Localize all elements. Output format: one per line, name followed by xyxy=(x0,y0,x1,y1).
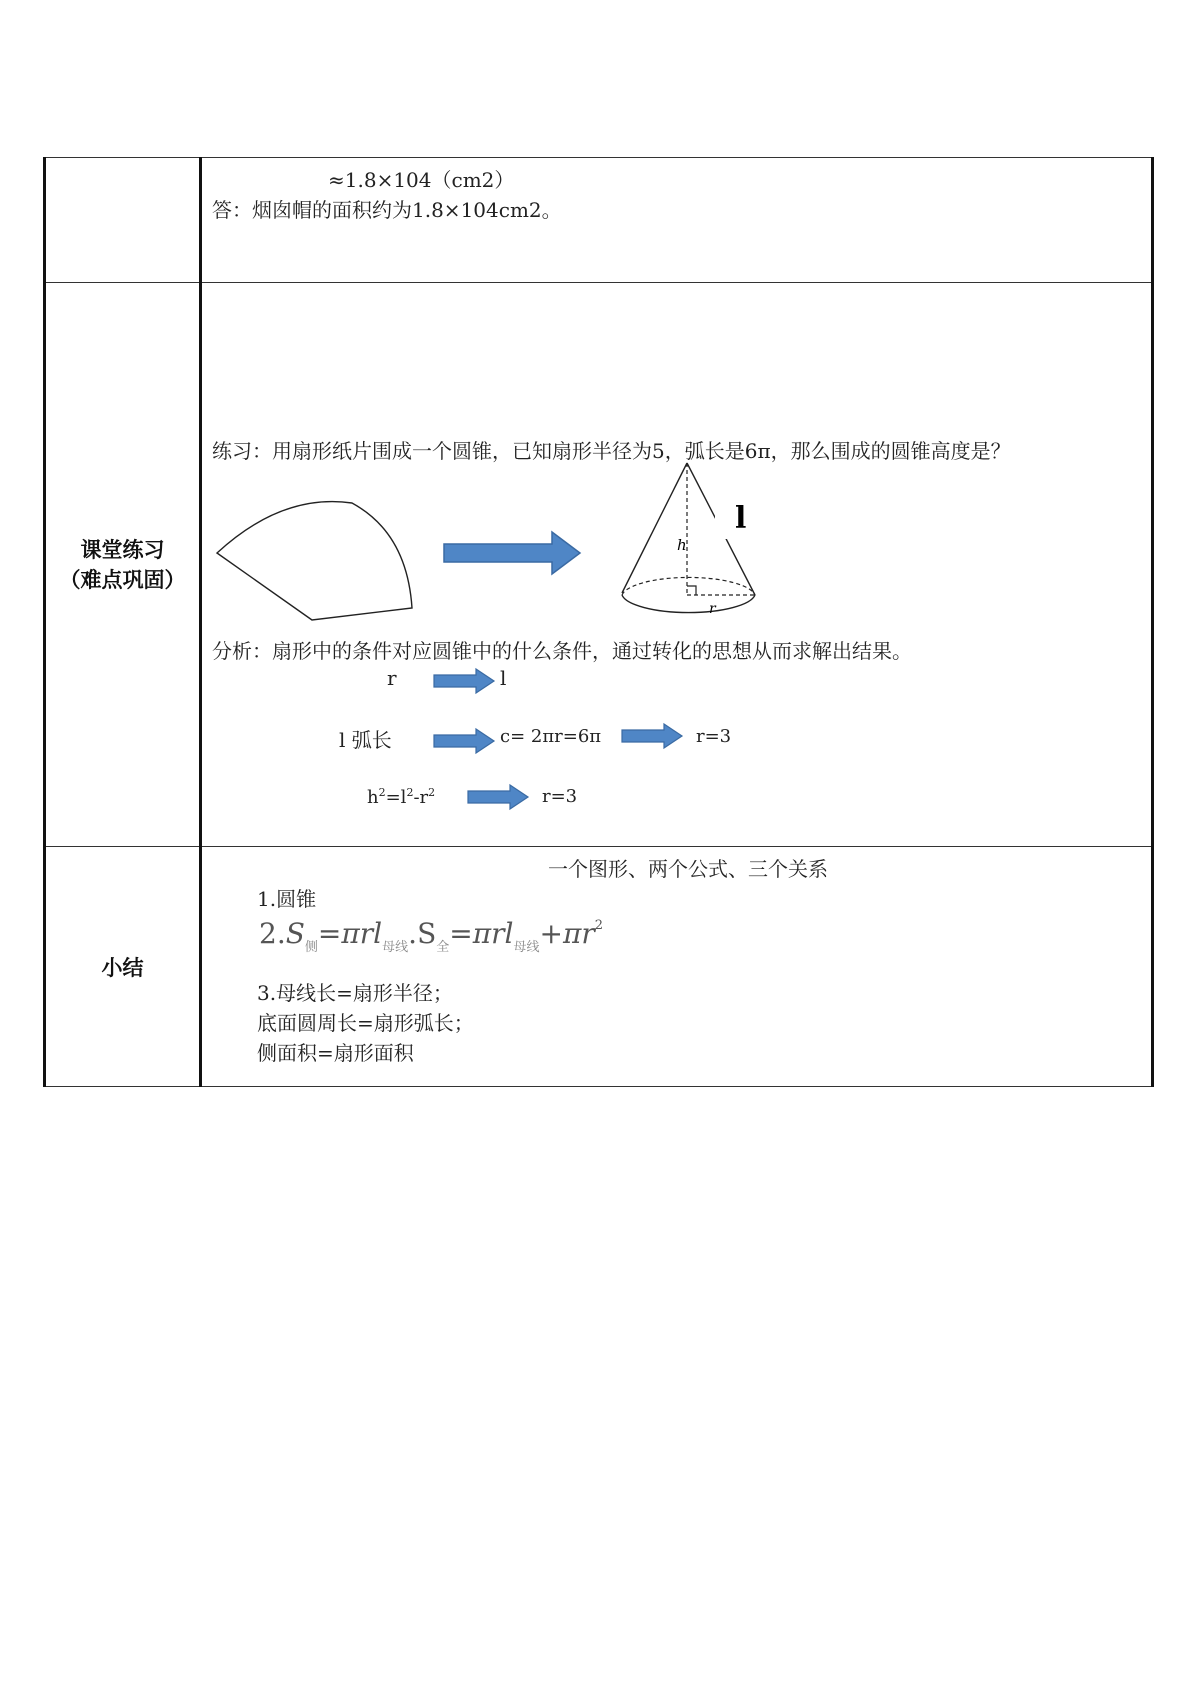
l-label-bg xyxy=(715,513,729,539)
summary-item3-line1: 3.母线长=扇形半径； xyxy=(257,981,453,1005)
table-row-practice xyxy=(45,283,1153,847)
map1-arrow-icon xyxy=(432,667,496,695)
map2-to: r=3 xyxy=(696,726,732,747)
cone-diagram xyxy=(617,458,777,633)
formula-sub-all: 全 xyxy=(436,940,450,955)
sector-diagram xyxy=(212,493,432,633)
formula-pir: πr xyxy=(562,917,595,950)
formula-pirl2: πrl xyxy=(472,917,514,950)
map1-to: l xyxy=(500,666,507,690)
analysis-text: 分析：扇形中的条件对应圆锥中的什么条件，通过转化的思想从而求解出结果。 xyxy=(212,639,912,663)
answer-cell xyxy=(201,158,1153,283)
summary-label: 小结 xyxy=(45,847,201,1087)
area-formula xyxy=(259,917,603,955)
map3-exp3: 2 xyxy=(428,786,436,799)
right-angle-mark xyxy=(687,586,696,595)
practice-label-line2: （难点巩固） xyxy=(59,567,186,592)
transform-arrow-icon xyxy=(442,528,582,578)
row-label-empty xyxy=(45,158,201,283)
table-row-summary xyxy=(45,847,1153,1087)
map3-exp1: 2 xyxy=(378,786,386,799)
summary-item3-line3: 侧面积=扇形面积 xyxy=(257,1041,414,1065)
formula-eq: = xyxy=(317,917,342,950)
cone-base-front xyxy=(622,595,755,613)
practice-label-line1: 课堂练习 xyxy=(80,537,165,562)
map2-from: l 弧长 xyxy=(339,728,392,752)
formula-sub-mu: 母线 xyxy=(382,940,409,955)
practice-label xyxy=(45,283,201,847)
map2-arrow1-icon xyxy=(432,727,496,755)
map3-minus: -r xyxy=(413,787,429,808)
formula-S: S xyxy=(285,917,305,950)
answer-text: 答：烟囱帽的面积约为1.8×104cm2。 xyxy=(212,198,562,222)
summary-item3-line2: 底面圆周长=扇形弧长； xyxy=(257,1011,474,1035)
formula-sep: . xyxy=(408,917,418,950)
map3-arrow-icon xyxy=(466,783,530,811)
summary-cell xyxy=(201,847,1153,1087)
cone-label-l: l xyxy=(735,501,747,536)
map3-h: h xyxy=(367,787,379,808)
map2-mid: c= 2πr=6π xyxy=(500,726,602,747)
summary-heading: 一个图形、两个公式、三个关系 xyxy=(548,857,828,881)
approx-result: ≈1.8×104（cm2） xyxy=(328,168,515,192)
cone-label-r: r xyxy=(709,601,716,617)
map3-formula xyxy=(367,786,435,808)
formula-plus: + xyxy=(539,917,563,950)
formula-sub-side: 侧 xyxy=(304,940,318,955)
formula-S2: S xyxy=(417,917,437,950)
map3-to: r=3 xyxy=(542,786,578,807)
map1-from: r xyxy=(387,666,397,690)
map2-arrow2-icon xyxy=(620,722,684,750)
formula-num: 2. xyxy=(259,917,286,950)
practice-cell xyxy=(201,283,1153,847)
formula-eq2: = xyxy=(449,917,473,950)
sector-shape xyxy=(217,502,412,620)
map3-exp2: 2 xyxy=(406,786,414,799)
map3-eq: =l xyxy=(385,787,407,808)
cone-left-edge xyxy=(622,463,687,593)
formula-sq: 2 xyxy=(594,918,604,933)
exercise-text: 练习：用扇形纸片围成一个圆锥，已知扇形半径为5，弧长是6π，那么围成的圆锥高度是？ xyxy=(212,439,1011,463)
formula-pirl: πrl xyxy=(341,917,383,950)
table-row-answer xyxy=(45,158,1153,283)
lesson-table xyxy=(43,157,1154,1087)
summary-item1: 1.圆锥 xyxy=(257,887,317,911)
formula-sub-mu2: 母线 xyxy=(513,940,540,955)
cone-label-h: h xyxy=(677,536,687,554)
